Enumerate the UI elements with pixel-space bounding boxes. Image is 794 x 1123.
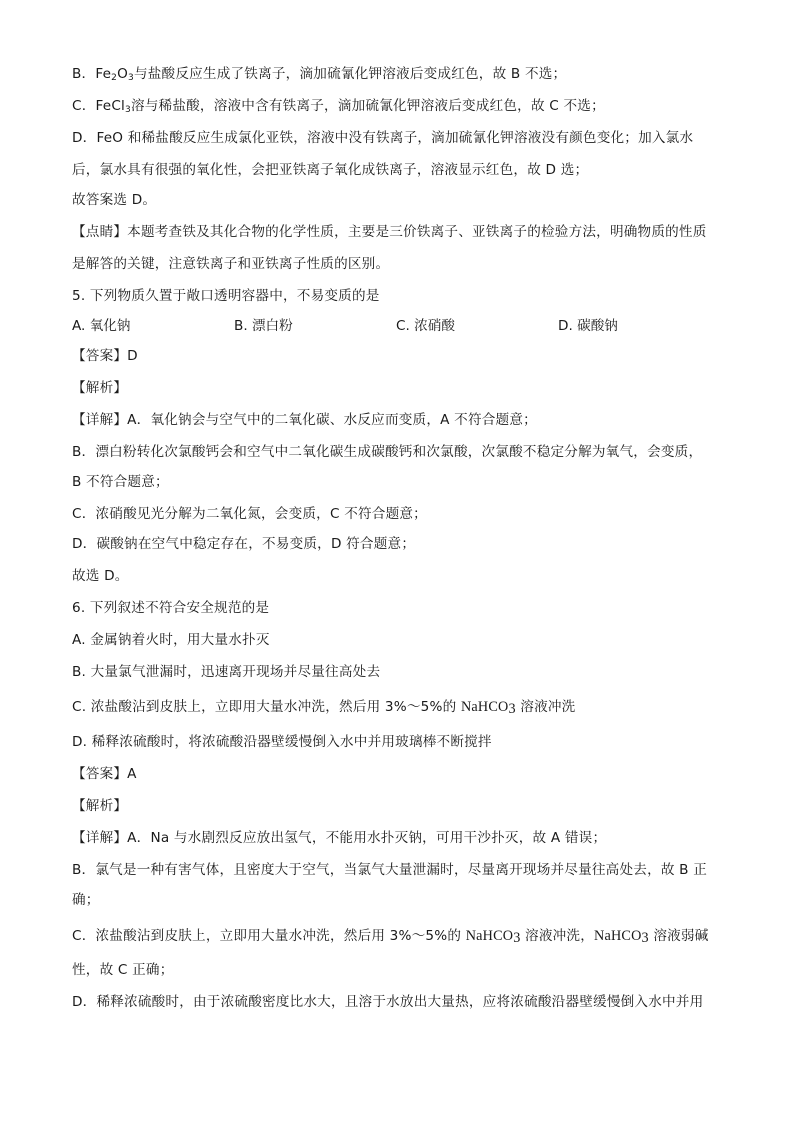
q5-option-a: A. 氧化钠 — [72, 318, 131, 334]
chem-formula: NaHCO — [465, 928, 514, 944]
text-span: 溶与稀盐酸，溶液中含有铁离子，滴加硫氰化钾溶液后变成红色，故 C 不选； — [130, 98, 605, 114]
q5-answer: 【答案】D — [72, 348, 138, 364]
q5-option-c: C. 浓硝酸 — [396, 318, 455, 334]
subscript: 3 — [508, 701, 516, 717]
q6-answer: 【答案】A — [72, 766, 137, 782]
q4-detail-c — [72, 96, 734, 116]
q6-option-a: A. 金属钠着火时，用大量水扑灭 — [72, 632, 270, 648]
q6-detail-d: D．稀释浓硫酸时，由于浓硫酸密度比水大，且溶于水放出大量热，应将浓硫酸沿器壁缓慢倒入水中并用 — [72, 994, 704, 1010]
q5-detail-b-line1: B．漂白粉转化次氯酸钙会和空气中二氧化碳生成碳酸钙和次氯酸，次氯酸不稳定分解为氧气，会变质， — [72, 444, 703, 460]
subscript: 3 — [641, 930, 649, 946]
q4-detail-d-line2: 后，氯水具有很强的氧化性，会把亚铁离子氧化成铁离子，溶液显示红色，故 D 选； — [72, 162, 589, 178]
text-span: C．浓盐酸沾到皮肤上，立即用大量水冲洗，然后用 3%～5%的 — [72, 928, 466, 944]
text-span: 溶液冲洗， — [520, 928, 595, 944]
q5-detail-d: D．碳酸钠在空气中稳定存在，不易变质，D 符合题意； — [72, 536, 416, 552]
q6-option-c — [72, 697, 734, 717]
text-span: B．Fe — [72, 66, 112, 82]
text-span: 溶液冲洗 — [515, 699, 576, 715]
q5-conclusion: 故选 D。 — [72, 568, 129, 584]
text-span: 与盐酸反应生成了铁离子，滴加硫氰化钾溶液后变成红色，故 B 不选； — [133, 66, 567, 82]
text-span: 溶液弱碱 — [648, 928, 709, 944]
q5-stem: 5. 下列物质久置于敞口透明容器中，不易变质的是 — [72, 288, 380, 304]
q6-analysis-label: 【解析】 — [72, 798, 128, 814]
subscript: 3 — [128, 73, 134, 83]
chem-formula: NaHCO — [594, 928, 642, 944]
q6-option-b: B. 大量氯气泄漏时，迅速离开现场并尽量往高处去 — [72, 664, 381, 680]
q6-detail-c-line2: 性，故 C 正确； — [72, 962, 174, 978]
subscript: 2 — [111, 73, 118, 83]
q6-detail-b-line2: 确； — [72, 892, 100, 908]
chem-formula: NaHCO — [460, 699, 509, 715]
text-span: C．FeCl — [72, 98, 125, 114]
q4-comment-line2: 是解答的关键，注意铁离子和亚铁离子性质的区别。 — [72, 256, 390, 272]
q5-option-d: D. 碳酸钠 — [558, 318, 618, 334]
q6-detail-a: 【详解】A．Na 与水剧烈反应放出氢气，不能用水扑灭钠，可用干沙扑灭，故 A 错误； — [72, 830, 607, 846]
q5-option-b: B. 漂白粉 — [234, 318, 293, 334]
text-span: O — [117, 66, 129, 82]
text-span: C. 浓盐酸沾到皮肤上，立即用大量水冲洗，然后用 3%～5%的 — [72, 699, 461, 715]
q4-comment-line1: 【点睛】本题考查铁及其化合物的化学性质，主要是三价铁离子、亚铁离子的检验方法，明确物质的性质 — [72, 224, 707, 240]
q5-detail-c: C．浓硝酸见光分解为二氧化氮，会变质，C 不符合题意； — [72, 506, 427, 522]
q6-detail-b-line1: B．氯气是一种有害气体，且密度大于空气，当氯气大量泄漏时，尽量离开现场并尽量往高处去，故 B 正 — [72, 862, 708, 878]
q6-option-d: D. 稀释浓硫酸时，将浓硫酸沿器壁缓慢倒入水中并用玻璃棒不断搅拌 — [72, 734, 492, 750]
q4-conclusion: 故答案选 D。 — [72, 192, 157, 208]
q6-stem: 6. 下列叙述不符合安全规范的是 — [72, 600, 270, 616]
subscript: 3 — [513, 930, 521, 946]
q5-detail-a: 【详解】A．氧化钠会与空气中的二氧化碳、水反应而变质，A 不符合题意； — [72, 412, 537, 428]
q4-detail-b — [72, 64, 734, 84]
subscript: 3 — [125, 105, 131, 115]
q6-detail-c-line1 — [72, 926, 734, 946]
q5-detail-b-line2: B 不符合题意； — [72, 474, 169, 490]
q4-detail-d-line1: D．FeO 和稀盐酸反应生成氯化亚铁，溶液中没有铁离子，滴加硫氰化钾溶液没有颜色变化；加入氯水 — [72, 130, 694, 146]
q5-analysis-label: 【解析】 — [72, 380, 128, 396]
